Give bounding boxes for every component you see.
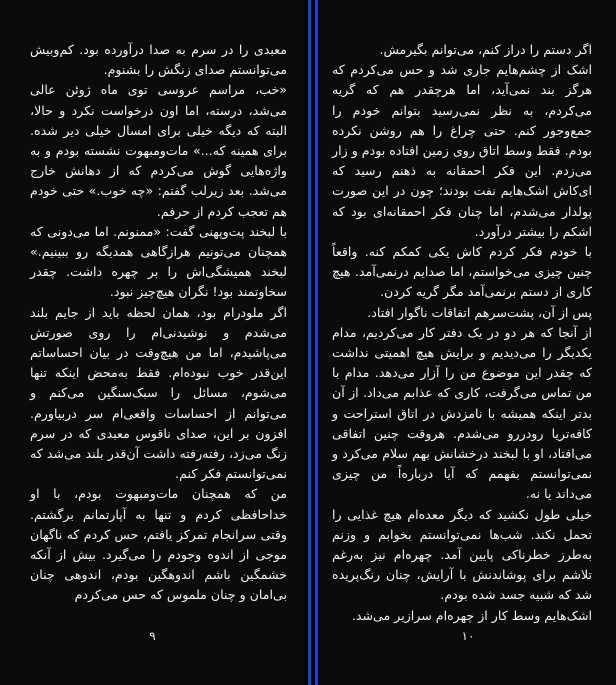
paragraph: اگر ملودرام بود، همان لحظه باید از جایم بلند می‌شدم و نوشیدنی‌ام را روی صورتش می‌پاشیدم، اما من هیچ‌وقت در بیان احساساتم این‌قدر خوب نبوده‌ام. فقط به‌محض اینکه تنها می‌شوم، مسائل را سبک‌سنگین می‌کنم و می‌توانم از احساسات واقعی‌ام سر دربیاورم. افزون بر این، صدای ناقوس معبدی که در سرم زنگ می‌زد، رفته‌رفته داشت آن‌قدر بلند می‌شد که نمی‌توانستم فکر کنم.	[30, 304, 287, 482]
spine-line-right	[315, 0, 318, 685]
spine-line-left	[308, 0, 311, 685]
right-page	[320, 0, 616, 685]
paragraph: با لبخند پت‌وپهنی گفت: «ممنونم. اما می‌دونی که همچنان می‌تونیم هرازگاهی همدیگه رو ببینیم.» لبخند همیشگی‌اش را بر چهره داشت. چقدر سخاوتمند بود! نگران هیچ‌چیز نبود.	[30, 223, 287, 300]
page-number-left: ۹	[149, 629, 156, 643]
paragraph: از آنجا که هر دو در یک دفتر کار می‌کردیم، مدام یکدیگر را می‌دیدیم و برایش هیچ اهمیتی نداشت که چقدر این موضوع من را آزار می‌دهد. مدام با من تماس می‌گرفت، کاری که عذابم می‌داد. از آن بدتر اینکه همیشه با نامزدش در اتاق استراحت و کافه‌تریا رودررو می‌شدم. هروقت چنین اتفاقی می‌افتاد، او با لبخند درخشانش بهم سلام می‌کرد و نمی‌توانستم بفهمم که آیا درباره‌اً من چیزی می‌داند یا نه.	[332, 324, 592, 502]
paragraph: اشک‌هایم وسط کار از چهره‌ام سرازیر می‌شد.	[351, 607, 592, 623]
left-page	[0, 0, 305, 685]
left-page-text	[30, 40, 287, 606]
paragraph: اشک از چشم‌هایم جاری شد و حس می‌کردم که هرگز بند نمی‌آید، اما هرچقدر هم که گریه می‌کردم، به نظر نمی‌رسید بتوانم خودم را جمع‌وجور کنم. حتی چراغ را هم روشن نکرده بودم. فقط وسط اتاق روی زمین افتاده بودم و زار می‌زدم. این فکر احمقانه به ذهنم رسید که ای‌کاش اشک‌هایم نفت بودند؛ چون در این صورت پولدار می‌شدم، اما چنان فکر احمقانه‌ای بود که اشکم را بیشتر درآورد.	[332, 62, 592, 239]
right-page-text	[332, 40, 592, 626]
paragraph: اگر دستم را دراز کنم، می‌توانم بگیرمش.	[379, 42, 592, 57]
paragraph: من که همچنان مات‌ومبهوت بودم، با او خداحافظی کردم و تنها به آپارتمانم برگشتم. وقتی سرانجام تمرکز یافتم، حس کردم که ناگهان موجی از اندوه وجودم را می‌گیرد. بیش از آنکه خشمگین باشم اندوهگین بودم، اندوهی چنان بی‌امان و چنان ملموس که حس می‌کردم	[30, 486, 287, 603]
paragraph: با خودم فکر کردم کاش یکی کمکم کنه. واقعاً چنین چیزی می‌خواستم، اما صدایم درنمی‌آمد. هیچ کاری از دستم برنمی‌آمد مگر گریه کردن.	[332, 244, 592, 300]
page-number-right: ۱۰	[461, 629, 475, 643]
paragraph: خیلی طول نکشید که دیگر معده‌ام هیچ غذایی را تحمل نکند. شب‌ها نمی‌توانستم بخوابم و وزنم به‌طرز خطرناکی پایین آمد. چهره‌ام نیز به‌رغم تلاشم برای پوشاندنش با آرایش، چنان رنگ‌پریده شد که شبیه جسد شده بودم.	[332, 506, 592, 603]
paragraph: «خب، مراسم عروسی توی ماه ژوئن عالی می‌شد، درسته، اما اون درخواست نکرد و حالا، البته که دیگه خیلی برای امسال خیلی دیر شده. برای همینه که...» مات‌ومبهوت نشسته بودم و به واژه‌هایی گوش می‌کردم که از دهانش خارج می‌شد. بعد زیرلب گفتم: «چه خوب.» حتی خودم هم تعجب کردم از حرفم.	[30, 82, 287, 219]
paragraph: پس از آن، پشت‌سرهم اتفاقات ناگوار افتاد.	[367, 304, 592, 320]
paragraph: معبدی را در سرم به صدا درآورده بود. کم‌وبیش می‌توانستم صدای زنگش را بشنوم.	[30, 42, 287, 78]
book-spine	[305, 0, 320, 685]
